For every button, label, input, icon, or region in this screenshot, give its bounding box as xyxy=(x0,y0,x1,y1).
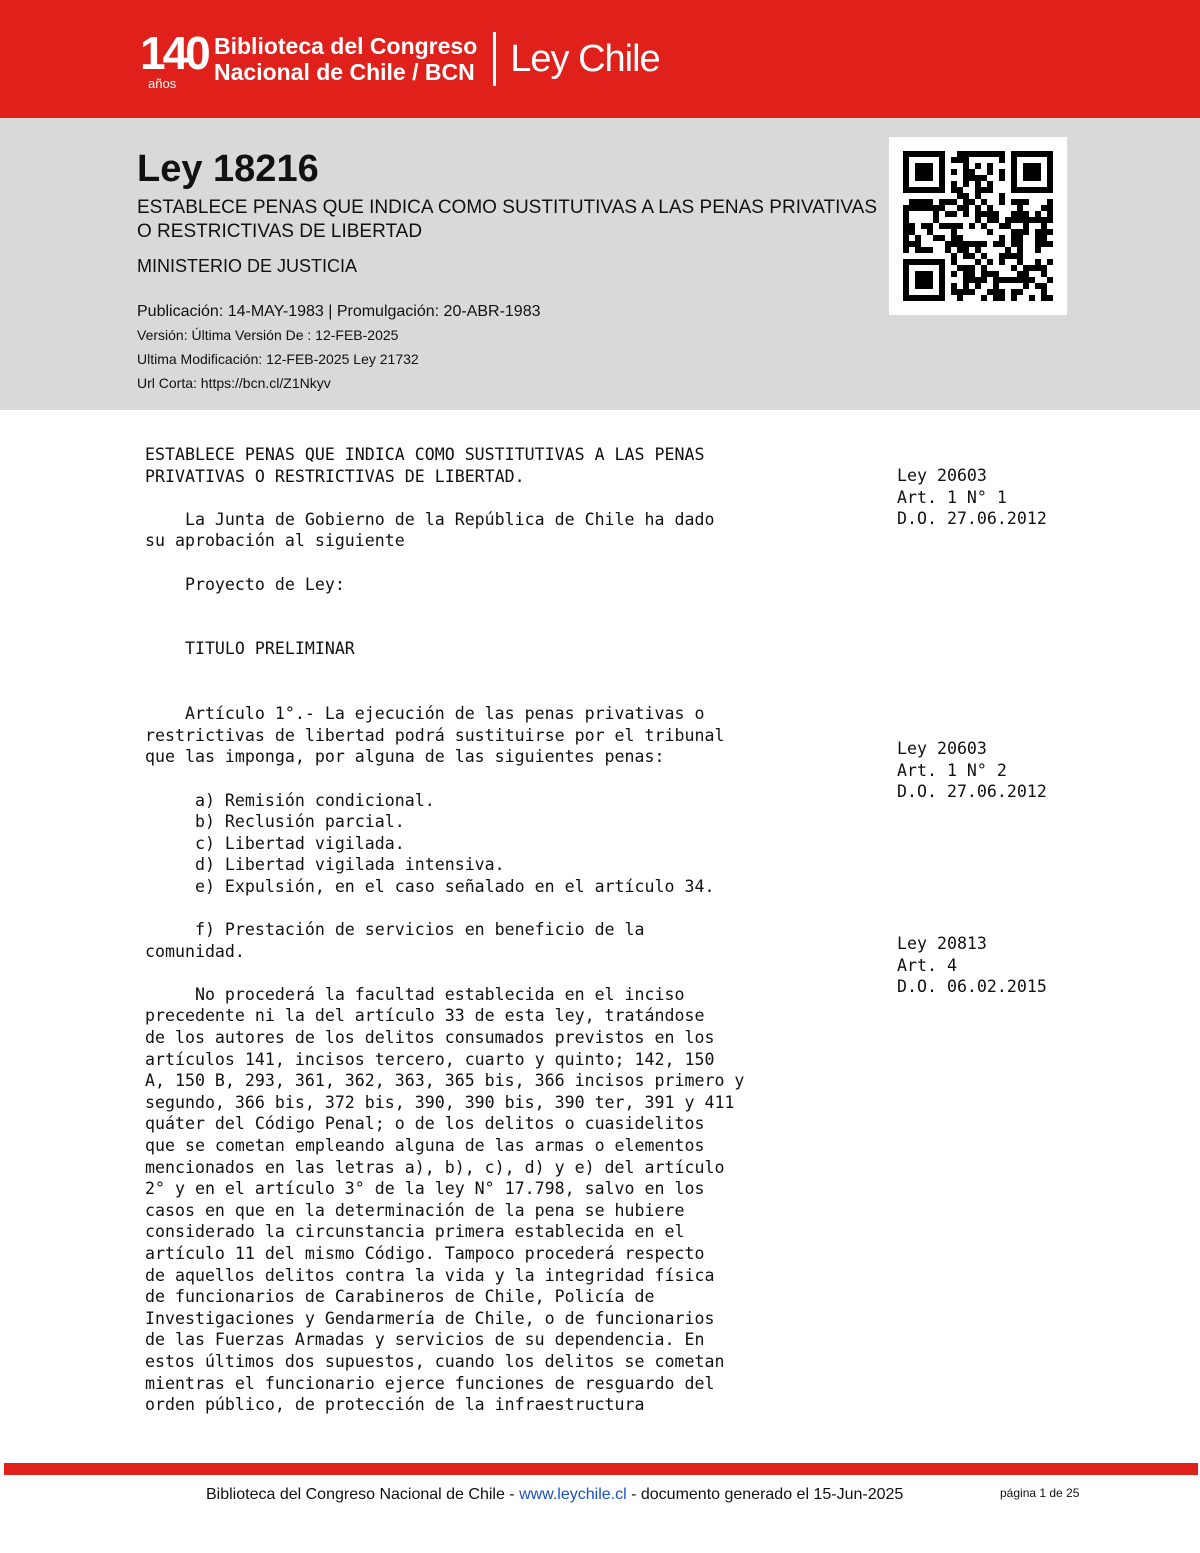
page-number: página 1 de 25 xyxy=(1000,1486,1080,1500)
publication-info: Publicación: 14-MAY-1983 | Promulgación: 20-ABR-1983 xyxy=(137,303,541,320)
amendment-note-1: Ley 20603 Art. 1 N° 1 D.O. 27.06.2012 xyxy=(897,466,1047,529)
footer-divider xyxy=(4,1463,1198,1475)
header-bar xyxy=(0,0,1200,118)
law-subtitle: ESTABLECE PENAS QUE INDICA COMO SUSTITUTIVAS A LAS PENAS PRIVATIVAS O RESTRICTIVAS DE LIBERTAD xyxy=(137,197,877,242)
last-modification-info: Ultima Modificación: 12-FEB-2025 Ley 21732 xyxy=(137,351,419,367)
qr-code-graphic xyxy=(889,137,1067,315)
ministry: MINISTERIO DE JUSTICIA xyxy=(137,256,358,276)
institution-line-2: Nacional de Chile / BCN xyxy=(214,59,475,85)
logo-divider xyxy=(493,32,496,86)
anniversary-badge xyxy=(136,24,206,94)
version-info: Versión: Última Versión De : 12-FEB-2025 xyxy=(137,327,399,343)
law-title: Ley 18216 xyxy=(137,148,319,190)
amendment-note-3: Ley 20813 Art. 4 D.O. 06.02.2015 xyxy=(897,934,1047,997)
amendment-note-2: Ley 20603 Art. 1 N° 2 D.O. 27.06.2012 xyxy=(897,739,1047,802)
anniversary-number: 140 xyxy=(140,27,208,79)
institution-line-1: Biblioteca del Congreso xyxy=(214,33,478,59)
qr-finder-2 xyxy=(1014,154,1050,190)
ley-chile-wordmark: Ley Chile xyxy=(510,37,660,80)
footer-prefix: Biblioteca del Congreso Nacional de Chile - xyxy=(206,1486,520,1503)
law-body-text: ESTABLECE PENAS QUE INDICA COMO SUSTITUTIVAS A LAS PENAS PRIVATIVAS O RESTRICTIVAS DE LIBERTAD. La Junta de Gobierno de la República de Chile ha dado su aprobación al siguiente Proyecto de Ley: TITULO PRELIMINAR Artículo 1°.- La ejecución de las penas privativas o restrictivas de libertad podrá sustituirse por el tribunal que las imponga, por alguna de las siguientes penas: a) Remisión condicional. b) Reclusión parcial. c) Libertad vigilada. d) Libertad vigilada intensiva. e) Expulsión, en el caso señalado en el artículo 34. f) Prestación de servicios en beneficio de la comunidad. No procederá la facultad establecida en el inciso precedente ni la del artículo 33 de esta ley, tratándose de los autores de los delitos consumados previstos en los artículos 141, incisos tercero, cuarto y quinto; 142, 150 A, 150 B, 293, 361, 362, 363, 365 bis, 366 incisos primero y segundo, 366 bis, 372 bis, 390, 390 bis, 390 ter, 391 y 411 quáter del Código Penal; o de los delitos o cuasidelitos que se cometan empleando alguna de las armas o elementos mencionados en las letras a), b), c), d) y e) del artículo 2° y en el artículo 3° de la ley N° 17.798, salvo en los casos en que en la determinación de la pena se hubiere considerado la circunstancia primera establecida en el artículo 11 del mismo Código. Tampoco procederá respecto de aquellos delitos contra la vida y la integridad física de funcionarios de Carabineros de Chile, Policía de Investigaciones y Gendarmería de Chile, o de funcionarios de las Fuerzas Armadas y servicios de su dependencia. En estos últimos dos supuestos, cuando los delitos se cometan mientras el funcionario ejerce funciones de resguardo del orden público, de protección de la infraestructura xyxy=(145,445,745,1415)
anniversary-label: años xyxy=(148,76,177,91)
footer-suffix: - documento generado el 15-Jun-2025 xyxy=(626,1486,904,1503)
qr-finder-3 xyxy=(906,262,942,298)
short-url[interactable]: Url Corta: https://bcn.cl/Z1Nkyv xyxy=(137,375,331,391)
institution-name xyxy=(214,33,477,85)
footer-text xyxy=(206,1486,903,1504)
footer-link[interactable]: www.leychile.cl xyxy=(519,1486,627,1503)
qr-code-icon xyxy=(889,137,1067,315)
bcn-logo[interactable] xyxy=(136,22,660,96)
qr-finder-1 xyxy=(906,154,942,190)
